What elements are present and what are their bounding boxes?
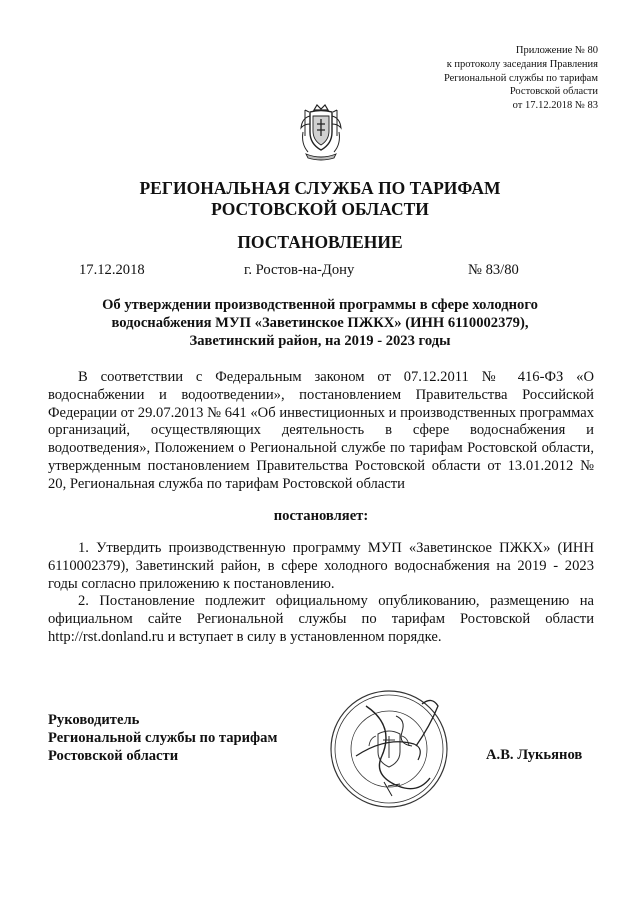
official-stamp-icon — [326, 686, 452, 812]
document-subject — [70, 296, 570, 350]
organization-name — [60, 178, 580, 220]
organization-name-line: РОСТОВСКОЙ ОБЛАСТИ — [211, 199, 429, 219]
document-type: ПОСТАНОВЛЕНИЕ — [237, 232, 403, 252]
decree-word: постановляет: — [273, 508, 369, 524]
document-city: г. Ростов-на-Дону — [244, 262, 355, 278]
signatory-position — [48, 712, 277, 765]
decree-items — [48, 540, 594, 647]
appendix-line: Региональной службы по тарифам — [443, 72, 598, 84]
coat-of-arms-icon — [298, 102, 344, 162]
appendix-note — [338, 44, 598, 113]
subject-line: Заветинский район, на 2019 - 2023 годы — [189, 333, 451, 349]
signatory-position-line: Региональной службы по тарифам — [48, 729, 278, 746]
preamble-paragraph: В соответствии с Федеральным законом от 07.12.2011 № 416-ФЗ «О водоснабжении и водоотведении», постановлением Правительства Российской Федерации от 29.07.2013 № 641 «Об инвестиционных и производственных программах организаций, осуществляющих деятельность в сфере водоснабжения и водоотведения», Положением о Региональной службе по тарифам Ростовской области, утвержденным постановлением Правительства Ростовской области от 13.01.2012 № 20, Региональная служба по тарифам Ростовской области — [48, 369, 594, 492]
document-date: 17.12.2018 — [79, 262, 145, 278]
appendix-line: к протоколу заседания Правления — [446, 58, 598, 70]
subject-line: Об утверждении производственной программы в сфере холодного — [102, 297, 538, 313]
appendix-line: Приложение № 80 — [515, 45, 598, 56]
decree-item-1: 1. Утвердить производственную программу МУП «Заветинское ПЖКХ» (ИНН 6110002379), Заветинский район, в сфере холодного водоснабжения на 2019 - 2023 годы согласно приложению к постановлению. — [48, 540, 594, 592]
signatory-name: А.В. Лукьянов — [486, 747, 583, 763]
document-number: № 83/80 — [468, 262, 519, 278]
subject-line: водоснабжения МУП «Заветинское ПЖКХ» (ИНН 6110002379), — [111, 315, 529, 331]
signatory-position-line: Ростовской области — [48, 747, 179, 764]
appendix-line: от 17.12.2018 № 83 — [512, 100, 598, 112]
appendix-line: Ростовской области — [509, 86, 598, 98]
decree-item-2: 2. Постановление подлежит официальному опубликованию, размещению на официальном сайте Региональной службы по тарифам Ростовской области http://rst.donland.ru и вступает в силу в установленном порядке. — [48, 593, 594, 645]
organization-name-line: РЕГИОНАЛЬНАЯ СЛУЖБА ПО ТАРИФАМ — [139, 178, 501, 198]
signatory-position-line: Руководитель — [48, 712, 140, 728]
